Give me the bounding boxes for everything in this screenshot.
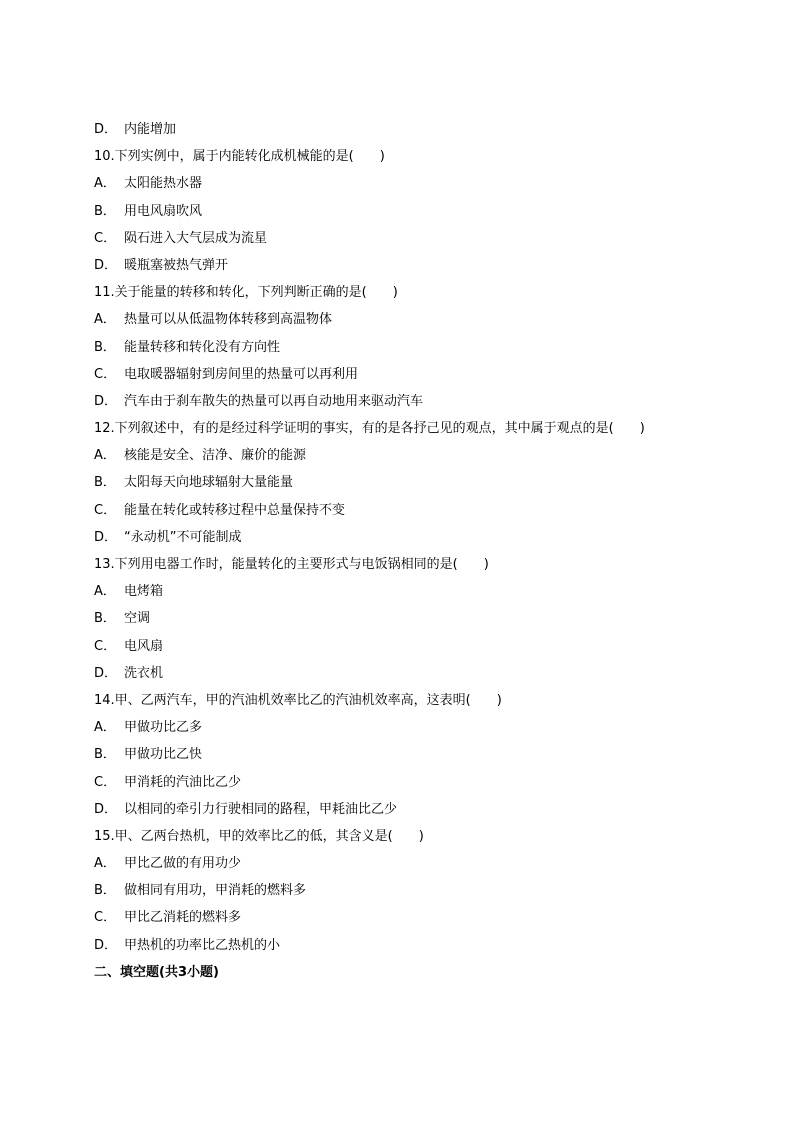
option-text: 核能是安全、洁净、廉价的能源 (124, 448, 307, 464)
option-letter: C． (94, 774, 117, 790)
option-text: 空调 (124, 611, 151, 627)
option-letter: A． (94, 448, 116, 464)
option-text: 内能增加 (124, 122, 177, 137)
option-letter: B． (94, 475, 116, 491)
option-text: 甲做功比乙快 (124, 747, 203, 763)
option-letter: D． (94, 937, 118, 953)
option-text: 甲比乙消耗的燃料多 (124, 910, 242, 926)
answer-option (94, 252, 734, 279)
option-text: 太阳能热水器 (124, 176, 203, 192)
answer-option (94, 850, 734, 877)
option-letter: C． (94, 910, 117, 926)
answer-option (94, 442, 734, 469)
option-text: 电烤箱 (124, 584, 164, 600)
answer-option (94, 578, 734, 605)
question-stem: 12.下列叙述中，有的是经过科学证明的事实，有的是各抒己见的观点，其中属于观点的是( ) (94, 421, 645, 437)
option-text: 电取暖器辐射到房间里的热量可以再利用 (124, 366, 359, 382)
question-stem: 10.下列实例中，属于内能转化成机械能的是( ) (94, 149, 385, 165)
option-text: 汽车由于刹车散失的热量可以再自动地用来驱动汽车 (124, 393, 424, 409)
option-text: 能量在转化或转移过程中总量保持不变 (124, 502, 346, 518)
option-letter: B． (94, 611, 116, 627)
question-stem: 11.关于能量的转移和转化，下列判断正确的是( ) (94, 285, 398, 301)
option-text: 甲热机的功率比乙热机的小 (124, 937, 281, 953)
answer-option (94, 170, 734, 197)
answer-option (94, 524, 734, 551)
option-letter: D． (94, 122, 118, 137)
answer-option (94, 469, 734, 496)
option-text: 以相同的牵引力行驶相同的路程，甲耗油比乙少 (124, 801, 398, 817)
answer-option (94, 741, 734, 768)
option-letter: A． (94, 584, 116, 600)
answer-option (94, 198, 734, 225)
answer-option (94, 633, 734, 660)
answer-option (94, 225, 734, 252)
option-letter: D． (94, 801, 118, 817)
option-letter: C． (94, 366, 117, 382)
option-letter: D． (94, 665, 118, 681)
question-stem: 13.下列用电器工作时，能量转化的主要形式与电饭锅相同的是( ) (94, 557, 489, 572)
option-letter: A． (94, 720, 116, 736)
option-text: 甲消耗的汽油比乙少 (124, 774, 242, 790)
option-text: “永动机”不可能制成 (124, 529, 242, 545)
answer-option (94, 660, 734, 687)
answer-option (94, 904, 734, 931)
question-list (94, 116, 734, 986)
option-letter: B． (94, 203, 116, 219)
option-letter: B． (94, 339, 116, 355)
section-heading: 二、填空题(共3小题) (94, 964, 219, 980)
option-text: 电风扇 (124, 638, 164, 654)
option-letter: C． (94, 230, 117, 246)
answer-option (94, 714, 734, 741)
answer-option (94, 306, 734, 333)
option-text: 陨石进入大气层成为流星 (124, 230, 268, 246)
option-text: 暖瓶塞被热气弹开 (124, 257, 229, 273)
option-letter: C． (94, 502, 117, 518)
option-text: 太阳每天向地球辐射大量能量 (124, 475, 294, 491)
option-letter: D． (94, 257, 118, 273)
question-stem: 15.甲、乙两台热机，甲的效率比乙的低，其含义是( ) (94, 828, 424, 844)
option-text: 洗衣机 (124, 665, 164, 681)
option-letter: D． (94, 529, 118, 545)
option-letter: C． (94, 638, 117, 654)
option-text: 甲比乙做的有用功少 (124, 856, 242, 872)
option-text: 热量可以从低温物体转移到高温物体 (124, 312, 333, 328)
answer-option (94, 116, 734, 143)
answer-option (94, 388, 734, 415)
option-letter: A． (94, 856, 116, 872)
option-letter: B． (94, 747, 116, 763)
option-letter: D． (94, 393, 118, 409)
answer-option (94, 497, 734, 524)
answer-option (94, 796, 734, 823)
option-letter: B． (94, 883, 116, 899)
option-text: 做相同有用功，甲消耗的燃料多 (124, 883, 307, 899)
option-text: 用电风扇吹风 (124, 203, 203, 219)
answer-option (94, 361, 734, 388)
answer-option (94, 769, 734, 796)
option-text: 甲做功比乙多 (124, 720, 203, 736)
answer-option (94, 932, 734, 959)
answer-option (94, 334, 734, 361)
answer-option (94, 877, 734, 904)
question-stem: 14.甲、乙两汽车，甲的汽油机效率比乙的汽油机效率高，这表明( ) (94, 692, 502, 708)
option-letter: A． (94, 176, 116, 192)
option-letter: A． (94, 312, 116, 328)
option-text: 能量转移和转化没有方向性 (124, 339, 281, 355)
answer-option (94, 605, 734, 632)
